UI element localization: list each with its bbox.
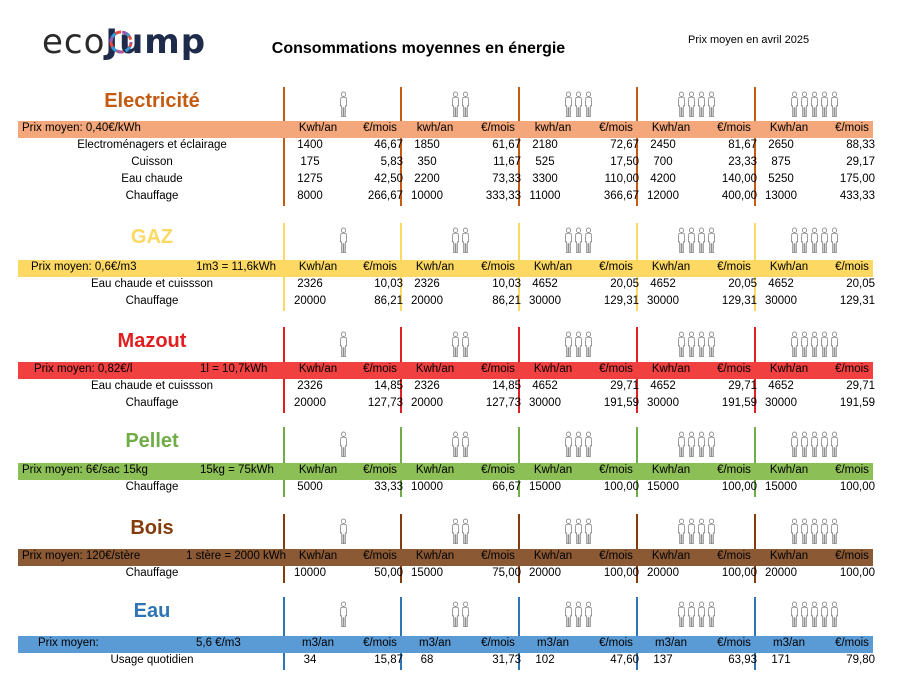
column-header: Kwh/an — [769, 122, 809, 134]
column-header: Kwh/an — [298, 363, 338, 375]
price-label: Prix moyen: 120€/stère — [22, 550, 141, 562]
column-header: kwh/an — [534, 122, 572, 134]
monthly-cost-value: 23,33 — [728, 156, 757, 168]
column-header: €/mois — [835, 363, 869, 375]
energy-value: 4652 — [650, 278, 676, 290]
monthly-cost-value: 47,60 — [610, 654, 639, 666]
monthly-cost-value: 31,73 — [492, 654, 521, 666]
row-label: Chauffage — [125, 481, 179, 493]
column-header: Kwh/an — [415, 363, 455, 375]
household-2-person-icon — [402, 328, 518, 360]
energy-value: 171 — [771, 654, 791, 666]
household-4-person-icon — [638, 328, 754, 360]
monthly-cost-value: 127,73 — [367, 397, 403, 409]
price-note: Prix moyen en avril 2025 — [688, 34, 810, 46]
column-header: Kwh/an — [415, 261, 455, 273]
monthly-cost-value: 29,71 — [728, 380, 757, 392]
monthly-cost-value: 72,67 — [610, 139, 639, 151]
monthly-cost-value: 100,00 — [721, 481, 757, 493]
pellet-title: Pellet — [125, 430, 179, 452]
monthly-cost-value: 46,67 — [374, 139, 403, 151]
energy-value: 10000 — [294, 567, 326, 579]
monthly-cost-value: 17,50 — [610, 156, 639, 168]
household-2-person-icon — [402, 515, 518, 547]
monthly-cost-value: 73,33 — [492, 173, 521, 185]
energy-value: 4652 — [768, 380, 794, 392]
bois-price-band — [18, 549, 873, 566]
monthly-cost-value: 29,71 — [610, 380, 639, 392]
monthly-cost-value: 110,00 — [604, 173, 639, 185]
monthly-cost-value: 63,93 — [728, 654, 757, 666]
household-2-person-icon — [402, 224, 518, 256]
household-5-person-icon — [756, 515, 872, 547]
monthly-cost-value: 400,00 — [721, 190, 757, 202]
column-header: €/mois — [599, 363, 633, 375]
row-label: Usage quotidien — [110, 654, 194, 666]
column-header: €/mois — [835, 550, 869, 562]
energy-value: 15000 — [529, 481, 561, 493]
household-5-person-icon — [756, 88, 872, 120]
energy-value: 10000 — [411, 481, 443, 493]
column-header: Kwh/an — [769, 464, 809, 476]
electricite-price-band — [18, 121, 873, 138]
row-label: Electroménagers et éclairage — [77, 139, 227, 151]
monthly-cost-value: 86,21 — [492, 295, 521, 307]
table-row — [0, 190, 923, 207]
table-row — [0, 567, 923, 584]
page-title: Consommations moyennes en énergie — [271, 40, 566, 57]
energy-value: 4652 — [532, 278, 558, 290]
price-label: Prix moyen: 0,6€/m3 — [31, 261, 137, 273]
column-header: €/mois — [599, 122, 633, 134]
row-label: Chauffage — [125, 397, 179, 409]
column-header: Kwh/an — [298, 261, 338, 273]
energy-value: 4200 — [650, 173, 676, 185]
energy-value: 13000 — [765, 190, 797, 202]
monthly-cost-value: 11,67 — [493, 156, 521, 168]
row-label: Cuisson — [131, 156, 173, 168]
column-header: €/mois — [717, 637, 751, 649]
eau-title: Eau — [133, 600, 171, 622]
energy-value: 2200 — [414, 173, 440, 185]
column-header: €/mois — [717, 464, 751, 476]
column-header: m3/an — [419, 637, 451, 649]
column-header: €/mois — [599, 261, 633, 273]
monthly-cost-value: 14,85 — [492, 380, 521, 392]
energy-value: 34 — [303, 654, 317, 666]
energy-value: 2326 — [414, 380, 440, 392]
energy-value: 2326 — [297, 278, 323, 290]
conversion-label: 15kg = 75kWh — [200, 464, 274, 476]
household-1-person-icon — [285, 88, 401, 120]
row-label: Eau chaude et cuissson — [90, 278, 214, 290]
column-header: €/mois — [363, 363, 397, 375]
monthly-cost-value: 10,03 — [374, 278, 403, 290]
household-5-person-icon — [756, 328, 872, 360]
row-label: Chauffage — [125, 190, 179, 202]
column-header: Kwh/an — [298, 550, 338, 562]
energy-value: 875 — [771, 156, 791, 168]
energy-value: 20000 — [765, 567, 797, 579]
energy-value: 20000 — [529, 567, 561, 579]
monthly-cost-value: 79,80 — [846, 654, 875, 666]
column-header: Kwh/an — [533, 464, 573, 476]
monthly-cost-value: 10,03 — [492, 278, 521, 290]
household-1-person-icon — [285, 598, 401, 630]
table-row — [0, 139, 923, 156]
column-header: €/mois — [363, 122, 397, 134]
energy-value: 137 — [653, 654, 673, 666]
energy-value: 5250 — [768, 173, 794, 185]
column-header: €/mois — [599, 550, 633, 562]
energy-value: 2450 — [650, 139, 676, 151]
column-header: kwh/an — [416, 122, 454, 134]
energy-value: 20000 — [294, 397, 326, 409]
energy-value: 30000 — [529, 397, 561, 409]
column-header: €/mois — [363, 261, 397, 273]
energy-value: 525 — [535, 156, 555, 168]
monthly-cost-value: 20,05 — [846, 278, 875, 290]
monthly-cost-value: 100,00 — [603, 567, 639, 579]
column-header: m3/an — [773, 637, 805, 649]
table-row — [0, 278, 923, 295]
column-header: €/mois — [717, 550, 751, 562]
column-header: Kwh/an — [651, 261, 691, 273]
energy-value: 2650 — [768, 139, 794, 151]
column-header: m3/an — [655, 637, 687, 649]
column-header: Kwh/an — [298, 464, 338, 476]
household-2-person-icon — [402, 88, 518, 120]
monthly-cost-value: 20,05 — [728, 278, 757, 290]
column-header: m3/an — [302, 637, 334, 649]
monthly-cost-value: 5,83 — [380, 156, 403, 168]
column-header: €/mois — [481, 637, 515, 649]
column-header: €/mois — [835, 637, 869, 649]
energy-value: 1275 — [297, 173, 323, 185]
monthly-cost-value: 100,00 — [603, 481, 639, 493]
household-4-person-icon — [638, 515, 754, 547]
column-header: Kwh/an — [651, 550, 691, 562]
monthly-cost-value: 191,59 — [603, 397, 639, 409]
monthly-cost-value: 100,00 — [839, 567, 875, 579]
logo-eco: eco — [42, 22, 106, 62]
monthly-cost-value: 29,17 — [846, 156, 875, 168]
household-4-person-icon — [638, 598, 754, 630]
column-header: Kwh/an — [415, 464, 455, 476]
mazout-price-band — [18, 362, 873, 379]
energy-value: 2326 — [414, 278, 440, 290]
column-header: €/mois — [481, 550, 515, 562]
monthly-cost-value: 100,00 — [721, 567, 757, 579]
column-header: Kwh/an — [533, 550, 573, 562]
column-header: €/mois — [481, 122, 515, 134]
table-row — [0, 295, 923, 312]
household-3-person-icon — [520, 515, 636, 547]
energy-value: 4652 — [650, 380, 676, 392]
energy-value: 3300 — [532, 173, 558, 185]
gaz-title: GAZ — [130, 226, 174, 248]
table-row — [0, 481, 923, 498]
monthly-cost-value: 140,00 — [721, 173, 757, 185]
electricite-title: Electricité — [104, 90, 200, 112]
monthly-cost-value: 75,00 — [492, 567, 521, 579]
monthly-cost-value: 127,73 — [485, 397, 521, 409]
column-header: €/mois — [835, 261, 869, 273]
energy-value: 175 — [300, 156, 320, 168]
column-header: €/mois — [717, 261, 751, 273]
price-label: Prix moyen: 0,40€/kWh — [22, 122, 141, 134]
energy-value: 20000 — [294, 295, 326, 307]
monthly-cost-value: 50,00 — [374, 567, 403, 579]
household-3-person-icon — [520, 428, 636, 460]
conversion-label: 1m3 = 11,6kWh — [196, 261, 277, 273]
monthly-cost-value: 88,33 — [846, 139, 875, 151]
eau-price-band — [18, 636, 873, 653]
energy-value: 2180 — [532, 139, 558, 151]
column-header: Kwh/an — [533, 261, 573, 273]
row-label: Chauffage — [125, 567, 179, 579]
column-header: Kwh/an — [298, 122, 338, 134]
energy-value: 4652 — [768, 278, 794, 290]
gaz-price-band — [18, 260, 873, 277]
monthly-cost-value: 175,00 — [839, 173, 875, 185]
conversion-label: 5,6 €/m3 — [196, 637, 241, 649]
energy-value: 12000 — [647, 190, 679, 202]
column-header: €/mois — [363, 637, 397, 649]
household-3-person-icon — [520, 224, 636, 256]
table-row — [0, 156, 923, 173]
energy-value: 1850 — [414, 139, 440, 151]
monthly-cost-value: 129,31 — [839, 295, 875, 307]
column-header: Kwh/an — [415, 550, 455, 562]
column-header: m3/an — [537, 637, 569, 649]
column-header: €/mois — [835, 464, 869, 476]
monthly-cost-value: 333,33 — [485, 190, 521, 202]
column-header: €/mois — [481, 261, 515, 273]
household-3-person-icon — [520, 598, 636, 630]
monthly-cost-value: 366,67 — [603, 190, 639, 202]
energy-value: 20000 — [647, 567, 679, 579]
row-label: Eau chaude — [121, 173, 183, 185]
energy-value: 350 — [417, 156, 437, 168]
price-label: Prix moyen: 0,82€/l — [34, 363, 133, 375]
monthly-cost-value: 191,59 — [721, 397, 757, 409]
mazout-title: Mazout — [117, 330, 187, 352]
energy-value: 30000 — [647, 397, 679, 409]
price-label: Prix moyen: — [38, 637, 99, 649]
column-header: €/mois — [363, 464, 397, 476]
column-header: €/mois — [599, 637, 633, 649]
table-row — [0, 397, 923, 414]
household-2-person-icon — [402, 428, 518, 460]
column-header: Kwh/an — [769, 363, 809, 375]
household-5-person-icon — [756, 428, 872, 460]
column-header: Kwh/an — [769, 261, 809, 273]
monthly-cost-value: 191,59 — [839, 397, 875, 409]
energy-value: 11000 — [529, 190, 561, 202]
monthly-cost-value: 15,87 — [374, 654, 403, 666]
monthly-cost-value: 42,50 — [374, 173, 403, 185]
energy-value: 30000 — [765, 295, 797, 307]
column-header: €/mois — [835, 122, 869, 134]
household-1-person-icon — [285, 515, 401, 547]
column-header: €/mois — [717, 122, 751, 134]
monthly-cost-value: 33,33 — [374, 481, 403, 493]
energy-value: 102 — [535, 654, 555, 666]
monthly-cost-value: 86,21 — [374, 295, 403, 307]
household-1-person-icon — [285, 328, 401, 360]
household-4-person-icon — [638, 88, 754, 120]
energy-value: 15000 — [647, 481, 679, 493]
table-row — [0, 654, 923, 671]
monthly-cost-value: 29,71 — [846, 380, 875, 392]
monthly-cost-value: 61,67 — [492, 139, 521, 151]
monthly-cost-value: 66,67 — [492, 481, 521, 493]
table-row — [0, 380, 923, 397]
monthly-cost-value: 433,33 — [839, 190, 875, 202]
energy-value: 1400 — [297, 139, 323, 151]
row-label: Chauffage — [125, 295, 179, 307]
column-header: €/mois — [717, 363, 751, 375]
household-2-person-icon — [402, 598, 518, 630]
conversion-label: 1l = 10,7kWh — [200, 363, 268, 375]
row-label: Eau chaude et cuissson — [90, 380, 214, 392]
energy-value: 700 — [653, 156, 673, 168]
household-4-person-icon — [638, 428, 754, 460]
energy-value: 15000 — [411, 567, 443, 579]
energy-value: 2326 — [297, 380, 323, 392]
household-5-person-icon — [756, 598, 872, 630]
column-header: €/mois — [599, 464, 633, 476]
column-header: Kwh/an — [651, 464, 691, 476]
column-header: €/mois — [363, 550, 397, 562]
monthly-cost-value: 81,67 — [728, 139, 757, 151]
energy-value: 20000 — [411, 295, 443, 307]
household-1-person-icon — [285, 224, 401, 256]
monthly-cost-value: 100,00 — [839, 481, 875, 493]
monthly-cost-value: 14,85 — [374, 380, 403, 392]
column-header: €/mois — [481, 363, 515, 375]
monthly-cost-value: 129,31 — [603, 295, 639, 307]
energy-value: 20000 — [411, 397, 443, 409]
price-label: Prix moyen: 6€/sac 15kg — [22, 464, 148, 476]
energy-value: 4652 — [532, 380, 558, 392]
energy-value: 30000 — [647, 295, 679, 307]
energy-value: 68 — [420, 654, 434, 666]
energy-value: 8000 — [297, 190, 323, 202]
column-header: Kwh/an — [533, 363, 573, 375]
energy-value: 30000 — [529, 295, 561, 307]
energy-value: 5000 — [297, 481, 323, 493]
energy-value: 10000 — [411, 190, 443, 202]
household-1-person-icon — [285, 428, 401, 460]
energy-value: 30000 — [765, 397, 797, 409]
conversion-label: 1 stère = 2000 kWh — [186, 550, 287, 562]
monthly-cost-value: 20,05 — [610, 278, 639, 290]
column-header: Kwh/an — [651, 122, 691, 134]
column-header: Kwh/an — [651, 363, 691, 375]
monthly-cost-value: 266,67 — [367, 190, 403, 202]
logo-jump: Jump — [105, 22, 207, 62]
column-header: Kwh/an — [769, 550, 809, 562]
monthly-cost-value: 129,31 — [721, 295, 757, 307]
pellet-price-band — [18, 463, 873, 480]
household-3-person-icon — [520, 328, 636, 360]
bois-title: Bois — [130, 517, 174, 539]
energy-value: 15000 — [765, 481, 797, 493]
household-4-person-icon — [638, 224, 754, 256]
column-header: €/mois — [481, 464, 515, 476]
household-5-person-icon — [756, 224, 872, 256]
household-3-person-icon — [520, 88, 636, 120]
table-row — [0, 173, 923, 190]
